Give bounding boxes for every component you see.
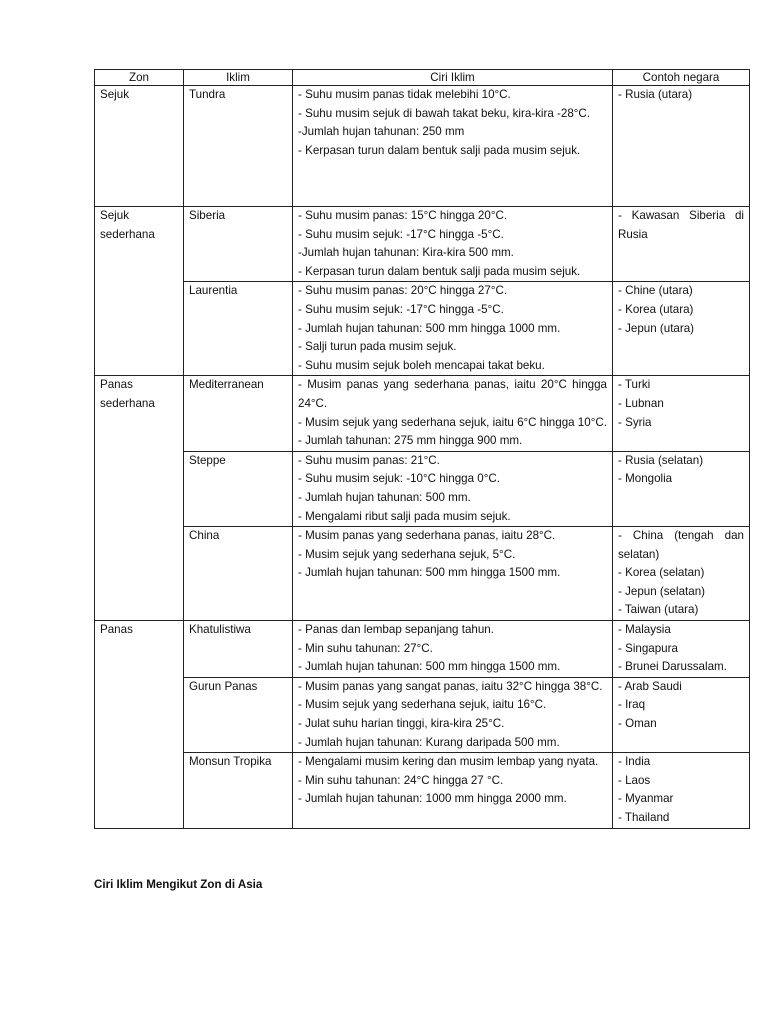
country-line: - Jepun (utara): [618, 321, 695, 335]
zone-label: Panas: [100, 378, 133, 392]
characteristic-line: - Suhu musim sejuk: -17°C hingga -5°C.: [298, 227, 504, 241]
zone-cell: [95, 207, 184, 376]
zone-label: Sejuk: [100, 209, 130, 222]
zone-label: sederhana: [100, 227, 155, 241]
country-line: - Taiwan (utara): [618, 603, 699, 617]
characteristic-line: - Min suhu tahunan: 27°C.: [298, 641, 433, 655]
characteristic-line: - Jumlah hujan tahunan: 1000 mm hingga 2000 mm.: [298, 792, 567, 806]
country-line: - Malaysia: [618, 623, 671, 637]
characteristic-line: - Suhu musim panas tidak melebihi 10°C.: [298, 88, 511, 101]
characteristic-line: -Jumlah hujan tahunan: 250 mm: [298, 125, 465, 139]
header-contoh-negara: Contoh negara: [613, 70, 750, 86]
header-row: [95, 70, 750, 86]
zone-label: Panas: [100, 623, 133, 637]
country-line: - Rusia (utara): [618, 88, 693, 101]
climate-type-cell: Mediterranean: [184, 376, 293, 451]
climate-type-cell: China: [184, 527, 293, 621]
example-countries-cell: [613, 86, 750, 207]
characteristic-line: - Jumlah hujan tahunan: Kurang daripada 500 mm.: [298, 735, 560, 749]
characteristic-line: - Jumlah hujan tahunan: 500 mm hingga 1000 mm.: [298, 321, 561, 335]
country-line: - Iraq: [618, 698, 646, 712]
characteristic-line: - Jumlah hujan tahunan: 500 mm hingga 1500 mm.: [298, 660, 561, 674]
climate-type-cell: Tundra: [184, 86, 293, 207]
characteristic-line: - Julat suhu harian tinggi, kira-kira 25°C.: [298, 717, 505, 731]
characteristic-line: - Mengalami musim kering dan musim lembap yang nyata.: [298, 755, 599, 769]
characteristic-line: - Musim panas yang sederhana panas, iaitu 28°C.: [298, 529, 556, 543]
country-line: - Brunei Darussalam.: [618, 660, 727, 674]
characteristic-line: - Min suhu tahunan: 24°C hingga 27 °C.: [298, 773, 504, 787]
climate-characteristics-cell: [293, 677, 613, 752]
characteristic-line: - Kerpasan turun dalam bentuk salji pada musim sejuk.: [298, 143, 581, 157]
table-row: [95, 451, 750, 526]
climate-type-cell: Steppe: [184, 451, 293, 526]
table-row: [95, 621, 750, 678]
country-line: - Myanmar: [618, 792, 674, 806]
country-line: - Kawasan Siberia di Rusia: [618, 209, 744, 241]
zone-label: sederhana: [100, 396, 155, 410]
country-line: - India: [618, 755, 651, 769]
country-line: - Thailand: [618, 811, 670, 824]
example-countries-cell: [613, 207, 750, 282]
header-zon: Zon: [95, 70, 184, 86]
climate-table: [94, 69, 750, 829]
zone-cell: [95, 86, 184, 207]
characteristic-line: - Kerpasan turun dalam bentuk salji pada musim sejuk.: [298, 264, 581, 278]
climate-characteristics-cell: [293, 207, 613, 282]
characteristic-line: - Panas dan lembap sepanjang tahun.: [298, 623, 494, 637]
characteristic-line: - Musim sejuk yang sederhana sejuk, iaitu 6°C hingga 10°C.: [298, 415, 607, 429]
climate-type-cell: Laurentia: [184, 282, 293, 376]
example-countries-cell: [613, 527, 750, 621]
example-countries-cell: [613, 621, 750, 678]
climate-characteristics-cell: [293, 753, 613, 828]
table-row: [95, 207, 750, 282]
country-line: - Chine (utara): [618, 284, 693, 298]
climate-characteristics-cell: [293, 527, 613, 621]
characteristic-line: - Suhu musim sejuk di bawah takat beku, kira-kira -28°C.: [298, 106, 591, 120]
country-line: - Lubnan: [618, 396, 664, 410]
climate-type-cell: Khatulistiwa: [184, 621, 293, 678]
characteristic-line: - Suhu musim panas: 20°C hingga 27°C.: [298, 284, 508, 298]
country-line: - Singapura: [618, 641, 678, 655]
example-countries-cell: [613, 677, 750, 752]
characteristic-line: - Jumlah tahunan: 275 mm hingga 900 mm.: [298, 434, 523, 448]
table-row: [95, 753, 750, 828]
table-caption: Ciri Iklim Mengikut Zon di Asia: [94, 878, 263, 891]
characteristic-line: - Musim panas yang sederhana panas, iaitu 20°C hingga 24°C.: [298, 378, 607, 410]
country-line: - Mongolia: [618, 472, 673, 486]
table-row: [95, 376, 750, 451]
climate-characteristics-cell: [293, 376, 613, 451]
country-line: - Syria: [618, 415, 652, 429]
country-line: - Rusia (selatan): [618, 453, 704, 467]
characteristic-line: - Suhu musim sejuk: -17°C hingga -5°C.: [298, 302, 504, 316]
country-line: - Turki: [618, 378, 651, 392]
table-row: [95, 282, 750, 376]
table-body: [95, 86, 750, 829]
country-line: - Arab Saudi: [618, 679, 682, 693]
country-line: - Oman: [618, 717, 657, 731]
example-countries-cell: [613, 282, 750, 376]
climate-characteristics-cell: [293, 282, 613, 376]
country-line: - Korea (utara): [618, 302, 694, 316]
country-line: - Laos: [618, 773, 651, 787]
table-row: [95, 677, 750, 752]
table-row: [95, 527, 750, 621]
climate-type-cell: Gurun Panas: [184, 677, 293, 752]
characteristic-line: - Musim panas yang sangat panas, iaitu 32°C hingga 38°C.: [298, 679, 603, 693]
characteristic-line: - Salji turun pada musim sejuk.: [298, 340, 457, 354]
characteristic-line: - Musim sejuk yang sederhana sejuk, iaitu 16°C.: [298, 698, 547, 712]
characteristic-line: - Mengalami ribut salji pada musim sejuk.: [298, 509, 511, 523]
characteristic-line: - Suhu musim panas: 15°C hingga 20°C.: [298, 209, 508, 222]
country-line: - Korea (selatan): [618, 566, 705, 580]
characteristic-line: -Jumlah hujan tahunan: Kira-kira 500 mm.: [298, 246, 514, 260]
climate-type-cell: Monsun Tropika: [184, 753, 293, 828]
characteristic-line: - Jumlah hujan tahunan: 500 mm.: [298, 490, 471, 504]
country-line: - Jepun (selatan): [618, 584, 705, 598]
characteristic-line: - Musim sejuk yang sederhana sejuk, 5°C.: [298, 547, 516, 561]
example-countries-cell: [613, 753, 750, 828]
climate-characteristics-cell: [293, 86, 613, 207]
characteristic-line: - Suhu musim panas: 21°C.: [298, 453, 440, 467]
table-row: [95, 86, 750, 207]
climate-characteristics-cell: [293, 621, 613, 678]
zone-cell: [95, 621, 184, 829]
header-iklim: Iklim: [184, 70, 293, 86]
climate-type-cell: Siberia: [184, 207, 293, 282]
characteristic-line: - Suhu musim sejuk boleh mencapai takat beku.: [298, 358, 545, 372]
header-ciri-iklim: Ciri Iklim: [293, 70, 613, 86]
characteristic-line: - Jumlah hujan tahunan: 500 mm hingga 1500 mm.: [298, 566, 561, 580]
climate-characteristics-cell: [293, 451, 613, 526]
country-line: - China (tengah dan selatan): [618, 529, 744, 561]
example-countries-cell: [613, 451, 750, 526]
zone-cell: [95, 376, 184, 621]
zone-label: Sejuk: [100, 88, 130, 101]
example-countries-cell: [613, 376, 750, 451]
characteristic-line: - Suhu musim sejuk: -10°C hingga 0°C.: [298, 472, 500, 486]
